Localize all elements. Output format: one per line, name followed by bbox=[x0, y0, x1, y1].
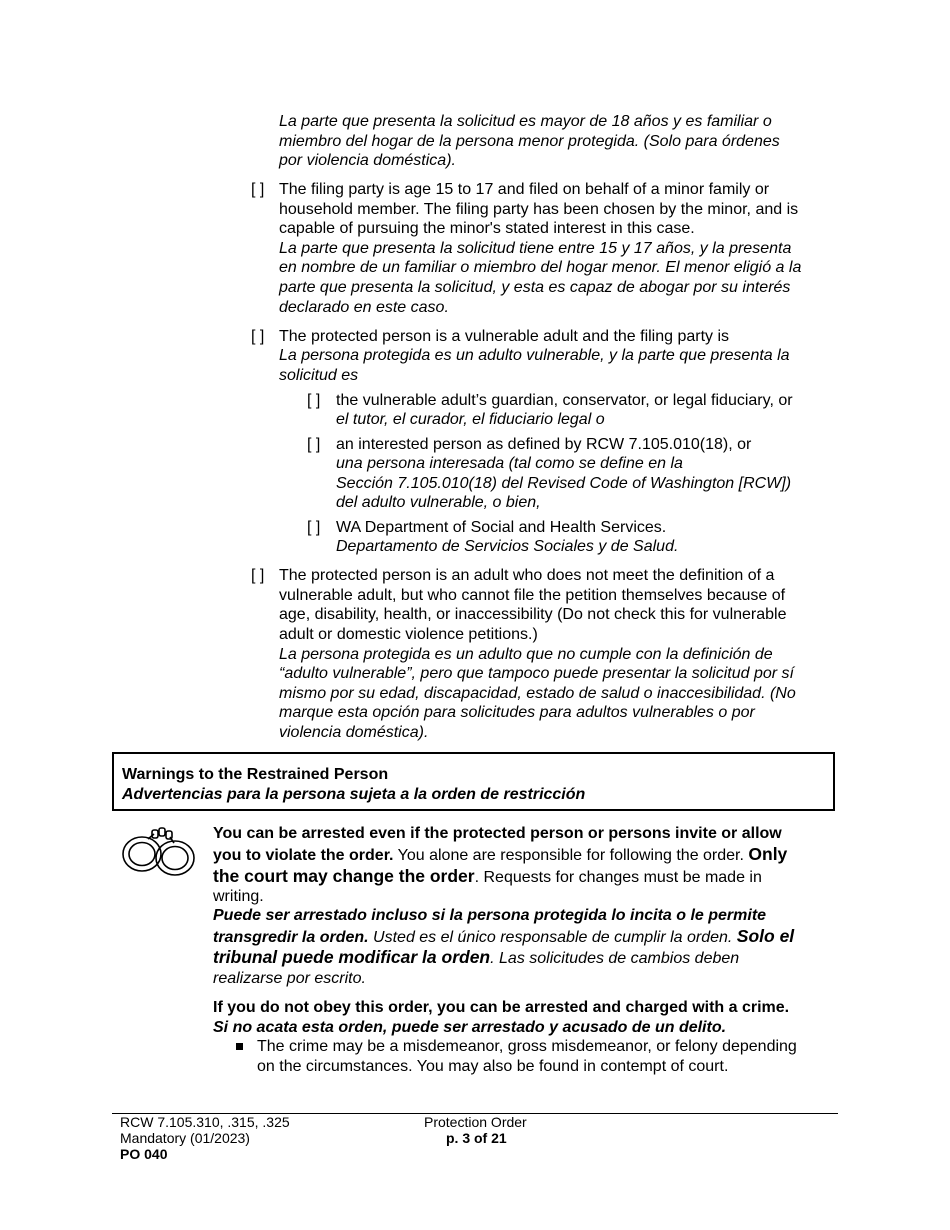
arrest-es-l2-bold: transgredir la orden. bbox=[213, 929, 369, 946]
footer-form-id: PO 040 bbox=[120, 1146, 168, 1162]
warnings-title-es: Advertencias para la persona sujeta a la orden de restricción bbox=[122, 786, 586, 803]
continuation-line: miembro del hogar de la persona menor protegida. (Solo para órdenes bbox=[279, 133, 780, 150]
arrest-en-l3-big: the court may change the order bbox=[213, 866, 475, 886]
disobey-bullet-line: on the circumstances. You may also be found in contempt of court. bbox=[257, 1058, 729, 1075]
sub-option-interested-es: del adulto vulnerable, o bien, bbox=[336, 494, 541, 511]
warnings-title-en: Warnings to the Restrained Person bbox=[122, 766, 389, 783]
option-adult-es: violencia doméstica). bbox=[279, 724, 429, 741]
arrest-es-line2 bbox=[213, 927, 794, 948]
option-vulnerable-es: La persona protegida es un adulto vulnerable, y la parte que presenta la bbox=[279, 347, 790, 364]
arrest-en-l2-bold: you to violate the order. bbox=[213, 847, 394, 864]
footer-page-number: p. 3 of 21 bbox=[446, 1130, 507, 1146]
footer-doc-title: Protection Order bbox=[424, 1114, 527, 1130]
disobey-bullet-line: The crime may be a misdemeanor, gross misdemeanor, or felony depending bbox=[257, 1038, 797, 1055]
footer-mandatory: Mandatory (01/2023) bbox=[120, 1130, 250, 1146]
arrest-en-l2-big: Only bbox=[748, 844, 788, 864]
option-minor-en: The filing party is age 15 to 17 and filed on behalf of a minor family or bbox=[279, 181, 770, 198]
option-minor-es: La parte que presenta la solicitud tiene entre 15 y 17 años, y la presenta bbox=[279, 240, 792, 257]
arrest-en-line4: writing. bbox=[213, 888, 264, 905]
continuation-line: por violencia doméstica). bbox=[279, 152, 456, 169]
option-minor-es: parte que presenta la solicitud, y esta es capaz de abogar por su interés bbox=[279, 279, 791, 296]
checkbox-dshs[interactable]: [ ] bbox=[307, 519, 321, 536]
arrest-en-l2-rest: You alone are responsible for following the order. bbox=[393, 847, 749, 864]
option-minor-en: household member. The filing party has been chosen by the minor, and is bbox=[279, 201, 799, 218]
continuation-line: La parte que presenta la solicitud es mayor de 18 años y es familiar o bbox=[279, 113, 772, 130]
arrest-es-l3-big: tribunal puede modificar la orden bbox=[213, 947, 491, 967]
checkbox-interested-person[interactable]: [ ] bbox=[307, 436, 321, 453]
footer-rcw: RCW 7.105.310, .315, .325 bbox=[120, 1114, 290, 1130]
warnings-header-box bbox=[112, 752, 835, 811]
option-adult-es: “adulto vulnerable”, pero que tampoco puede presentar la solicitud por sí bbox=[279, 665, 794, 682]
arrest-es-line4: realizarse por escrito. bbox=[213, 970, 366, 987]
sub-option-dshs-en: WA Department of Social and Health Services. bbox=[336, 519, 667, 536]
arrest-es-l2-rest: Usted es el único responsable de cumplir la orden. bbox=[368, 929, 737, 946]
sub-option-guardian-es: el tutor, el curador, el fiduciario legal o bbox=[336, 411, 605, 428]
option-adult-en: The protected person is an adult who does not meet the definition of a bbox=[279, 567, 775, 584]
checkbox-adult-not-vulnerable[interactable]: [ ] bbox=[251, 567, 265, 584]
disobey-en: If you do not obey this order, you can be arrested and charged with a crime. bbox=[213, 999, 790, 1016]
option-vulnerable-en: The protected person is a vulnerable adult and the filing party is bbox=[279, 328, 730, 345]
arrest-en-line3 bbox=[213, 867, 762, 888]
option-adult-en: age, disability, health, or inaccessibility (Do not check this for vulnerable bbox=[279, 606, 787, 623]
disobey-es: Si no acata esta orden, puede ser arrestado y acusado de un delito. bbox=[213, 1019, 727, 1036]
sub-option-interested-es: Sección 7.105.010(18) del Revised Code of Washington [RCW]) bbox=[336, 475, 792, 492]
option-adult-es: marque esta opción para solicitudes para adultos vulnerables o por bbox=[279, 704, 755, 721]
option-vulnerable-es: solicitud es bbox=[279, 367, 359, 384]
arrest-es-l2-big: Solo el bbox=[736, 926, 795, 946]
checkbox-minor-filer[interactable]: [ ] bbox=[251, 181, 265, 198]
checkbox-guardian[interactable]: [ ] bbox=[307, 392, 321, 409]
option-adult-es: La persona protegida es un adulto que no cumple con la definición de bbox=[279, 646, 773, 663]
sub-option-dshs-es: Departamento de Servicios Sociales y de Salud. bbox=[336, 538, 679, 555]
option-minor-es: declarado en este caso. bbox=[279, 299, 449, 316]
checkbox-vulnerable-adult[interactable]: [ ] bbox=[251, 328, 265, 345]
sub-option-interested-es: una persona interesada (tal como se define en la bbox=[336, 455, 683, 472]
arrest-es-line1: Puede ser arrestado incluso si la persona protegida lo incita o le permite bbox=[213, 907, 767, 924]
arrest-en-line2 bbox=[213, 845, 787, 866]
sub-option-guardian-en: the vulnerable adult’s guardian, conservator, or legal fiduciary, or bbox=[336, 392, 793, 409]
option-adult-en: adult or domestic violence petitions.) bbox=[279, 626, 538, 643]
option-adult-es: mismo por su edad, discapacidad, estado de salud o inaccesibilidad. (No bbox=[279, 685, 796, 702]
arrest-en-line1: You can be arrested even if the protected person or persons invite or allow bbox=[213, 825, 782, 842]
bullet-marker bbox=[236, 1043, 243, 1050]
sub-option-interested-en: an interested person as defined by RCW 7.105.010(18), or bbox=[336, 436, 752, 453]
handcuffs-icon bbox=[118, 822, 198, 882]
option-minor-en: capable of pursuing the minor's stated interest in this case. bbox=[279, 220, 695, 237]
arrest-es-l3-rest: . Las solicitudes de cambios deben bbox=[490, 950, 740, 967]
option-adult-en: vulnerable adult, but who cannot file the petition themselves because of bbox=[279, 587, 786, 604]
arrest-es-line3 bbox=[213, 948, 739, 969]
option-minor-es: en nombre de un familiar o miembro del hogar menor. El menor eligió a la bbox=[279, 259, 802, 276]
arrest-en-l3-rest: . Requests for changes must be made in bbox=[474, 869, 762, 886]
